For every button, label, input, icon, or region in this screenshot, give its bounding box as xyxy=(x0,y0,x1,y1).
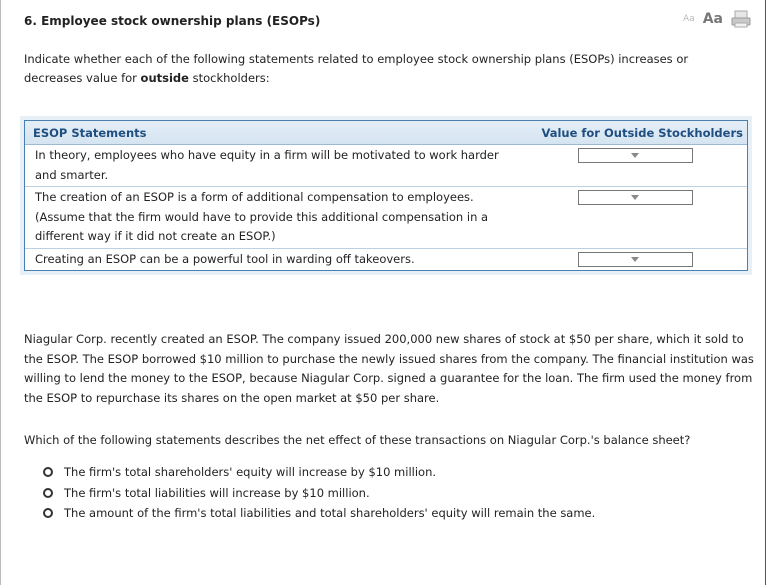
emphasis-outside: outside xyxy=(140,71,189,85)
table-row xyxy=(25,187,747,249)
option-label: The firm's total shareholders' equity will increase by $10 million. xyxy=(64,465,437,480)
print-icon[interactable] xyxy=(731,10,751,28)
header-esop-statements: ESOP Statements xyxy=(33,125,147,140)
question-title: 6. Employee stock ownership plans (ESOPs) xyxy=(24,14,321,28)
chevron-down-icon xyxy=(631,195,639,200)
radio-button[interactable] xyxy=(43,488,53,498)
option-label: The firm's total liabilities will increase by $10 million. xyxy=(64,485,370,500)
scenario-passage: Niagular Corp. recently created an ESOP. The company issued 200,000 new shares of stock at $50 per share, which it sold to the ESOP. The ESOP borrowed $10 million to purchase the newly issued shares from the company. The financial institution was willing to lend the money to the ESOP, because Niagular Corp. signed a guarantee for the loan. The firm used the money from the ESOP to repurchase its shares on the open market at $50 per share. xyxy=(24,332,754,405)
font-decrease-button[interactable]: Aa xyxy=(683,14,695,24)
table-row xyxy=(25,249,747,271)
chevron-down-icon xyxy=(631,153,639,158)
radio-button[interactable] xyxy=(43,508,53,518)
statement-text: In theory, employees who have equity in a firm will be motivated to work harder and smarter. xyxy=(35,148,499,182)
table-row xyxy=(25,145,747,187)
font-increase-button[interactable]: Aa xyxy=(702,11,723,27)
statement-text: Creating an ESOP can be a powerful tool in warding off takeovers. xyxy=(35,251,415,266)
radio-button[interactable] xyxy=(43,467,53,477)
table-header xyxy=(25,121,747,145)
answer-option-3[interactable] xyxy=(43,503,595,524)
instructions: Indicate whether each of the following statements related to employee stock ownership plans (ESOPs) increases or decreases value for outside stockholders: xyxy=(24,52,689,85)
value-dropdown-3[interactable] xyxy=(578,252,693,267)
option-label: The amount of the firm's total liabilities and total shareholders' equity will remain the same. xyxy=(64,506,596,521)
chevron-down-icon xyxy=(631,257,639,262)
esop-table xyxy=(24,120,748,271)
toolbar xyxy=(683,10,751,28)
answer-options xyxy=(43,462,595,524)
answer-option-1[interactable] xyxy=(43,462,595,483)
value-dropdown-1[interactable] xyxy=(578,148,693,163)
mc-question: Which of the following statements describes the net effect of these transactions on Niagular Corp.'s balance sheet? xyxy=(24,433,691,447)
statement-text: The creation of an ESOP is a form of additional compensation to employees. (Assume that the firm would have to provide this additional compensation in a different way if it did not create an ESOP.) xyxy=(35,190,489,243)
answer-option-2[interactable] xyxy=(43,483,595,504)
header-value-outside: Value for Outside Stockholders xyxy=(541,125,743,140)
value-dropdown-2[interactable] xyxy=(578,190,693,205)
